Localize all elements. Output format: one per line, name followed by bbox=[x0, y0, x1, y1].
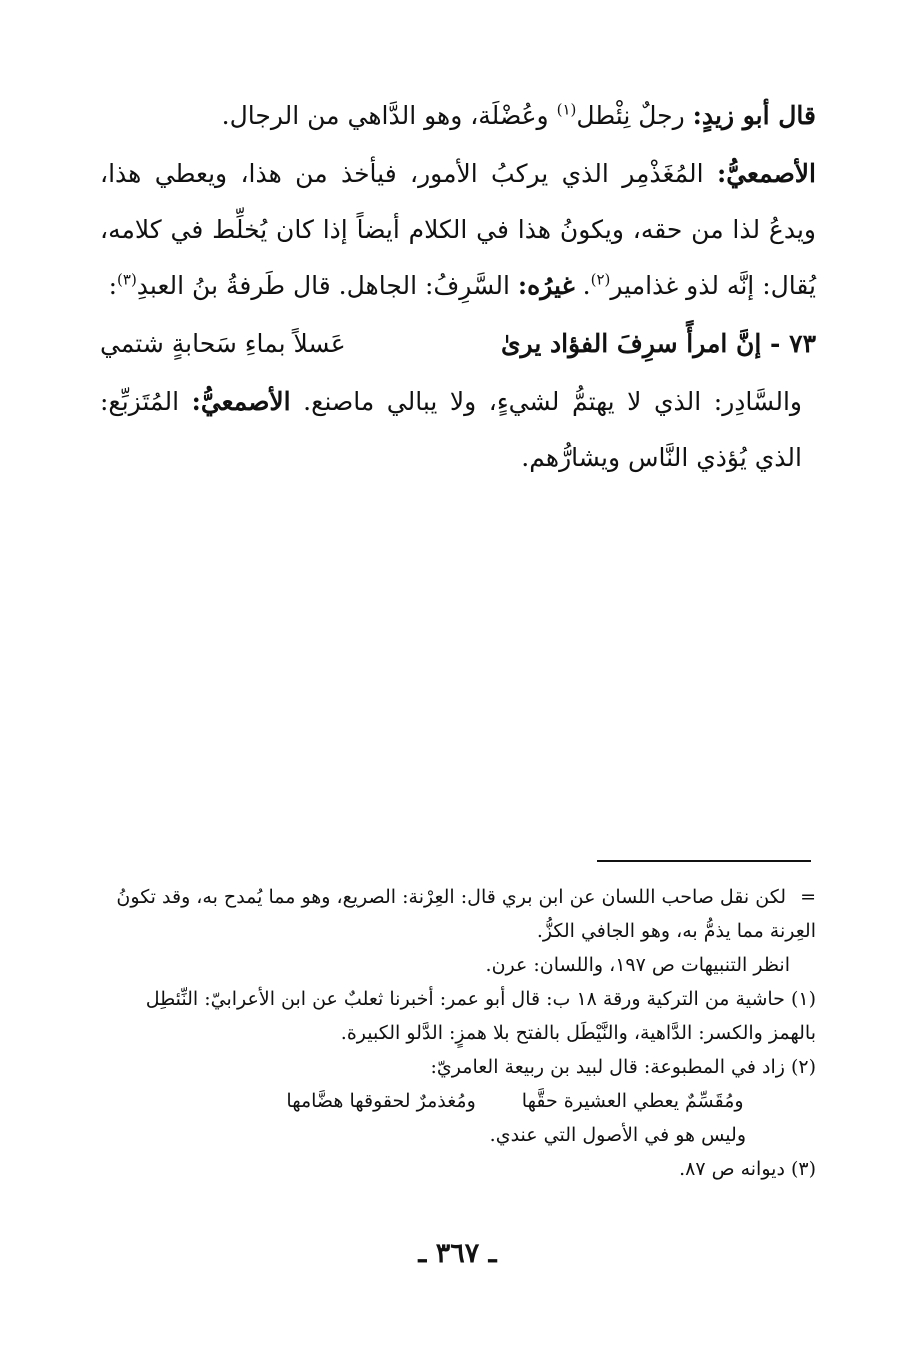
main-text bbox=[100, 88, 816, 488]
footnote-2-verse bbox=[104, 1084, 816, 1118]
paragraph-1-text-a: رجلٌ نِئْطل bbox=[576, 101, 693, 130]
footnote-3: (٣) ديوانه ص ٨٧. bbox=[679, 1158, 816, 1180]
footnote-ref-2: (٢) bbox=[590, 270, 611, 289]
paragraph-2-end: : bbox=[108, 271, 118, 300]
continuation-mark: = bbox=[800, 886, 816, 908]
page-number-text: ـ ٣٦٧ ـ bbox=[418, 1238, 497, 1269]
paragraph-2-text-b: السَّرِفُ: الجاهل. قال طَرفةُ بنُ العبدِ bbox=[136, 271, 518, 300]
speaker-other: غيرُه: bbox=[517, 271, 575, 300]
page-number bbox=[0, 1238, 915, 1269]
footnote-continuation bbox=[104, 880, 816, 948]
paragraph-1 bbox=[100, 88, 816, 144]
paragraph-2-text-a: المُغَذْمِر الذي يركبُ الأمور، فيأخذ من هذا، ويعطي هذا، ويدعُ لذا من حقه، ويكونُ هذا في الكلام أيضاً إذا كان يُخلِّط في كلامه، يُقال: إنَّه لذو غذامير bbox=[100, 159, 816, 300]
footnote-1: (١) حاشية من التركية ورقة ١٨ ب: قال أبو عمر: أخبرنا ثعلبٌ عن ابن الأعرابيّ: النِّئطِل بالهمز والكسر: الدَّاهية، والنَّيْطَل بالفتح بلا همزٍ: الدَّلو الكبيرة. bbox=[145, 988, 816, 1044]
paragraph-2 bbox=[100, 146, 816, 314]
footnote-ref-1: (١) bbox=[556, 100, 577, 119]
paragraph-1-text-b: وعُضْلَة، وهو الدَّاهي من الرجال. bbox=[221, 101, 557, 130]
verse-hemistich-1: ٧٣ - إنَّ امرأً سرِفَ الفؤاد يرىٰ bbox=[500, 329, 816, 358]
footnote-2: (٢) زاد في المطبوعة: قال لبيد بن ربيعة العامريّ: bbox=[430, 1056, 816, 1078]
paragraph-3 bbox=[100, 374, 816, 486]
paragraph-2-dot: . bbox=[574, 271, 591, 300]
footnote-verse-hemistich-2: ومُغذمرٌ لحقوقها هضَّامها bbox=[286, 1090, 476, 1112]
paragraph-3-text-a: والسَّادِر: الذي لا يهتمُّ لشيءٍ، ولا يبالي ماصنع. bbox=[290, 387, 802, 416]
paragraph-3-text-b: المُتَزبِّع: الذي يُؤذي النَّاس ويشارُّهم. bbox=[100, 387, 802, 472]
footnote-2-after: وليس هو في الأصول التي عندي. bbox=[489, 1124, 746, 1146]
verse-hemistich-2: عَسلاً بماءِ سَحابةٍ شتمي bbox=[100, 329, 346, 358]
speaker-asmai: الأصمعيُّ: bbox=[716, 159, 816, 188]
footnotes bbox=[104, 880, 816, 1186]
footnote-ref-3: (٣) bbox=[117, 270, 137, 289]
footnote-verse-hemistich-1: ومُقَسِّمٌ يعطي العشيرة حقَّها bbox=[521, 1090, 744, 1112]
speaker-asmai-2: الأصمعيُّ: bbox=[191, 387, 291, 416]
continuation-text: لكن نقل صاحب اللسان عن ابن بري قال: العِرْنة: الصريع، وهو مما يُمدح به، وقد تكونُ العِرنة مما يذمُّ به، وهو الجافي الكزُّ. bbox=[116, 886, 816, 942]
continuation-reference: انظر التنبيهات ص ١٩٧، واللسان: عرن. bbox=[485, 954, 790, 976]
footnote-separator bbox=[597, 860, 811, 862]
verse-73 bbox=[100, 316, 816, 372]
speaker-abu-zayd: قال أبو زيدٍ: bbox=[692, 101, 816, 130]
